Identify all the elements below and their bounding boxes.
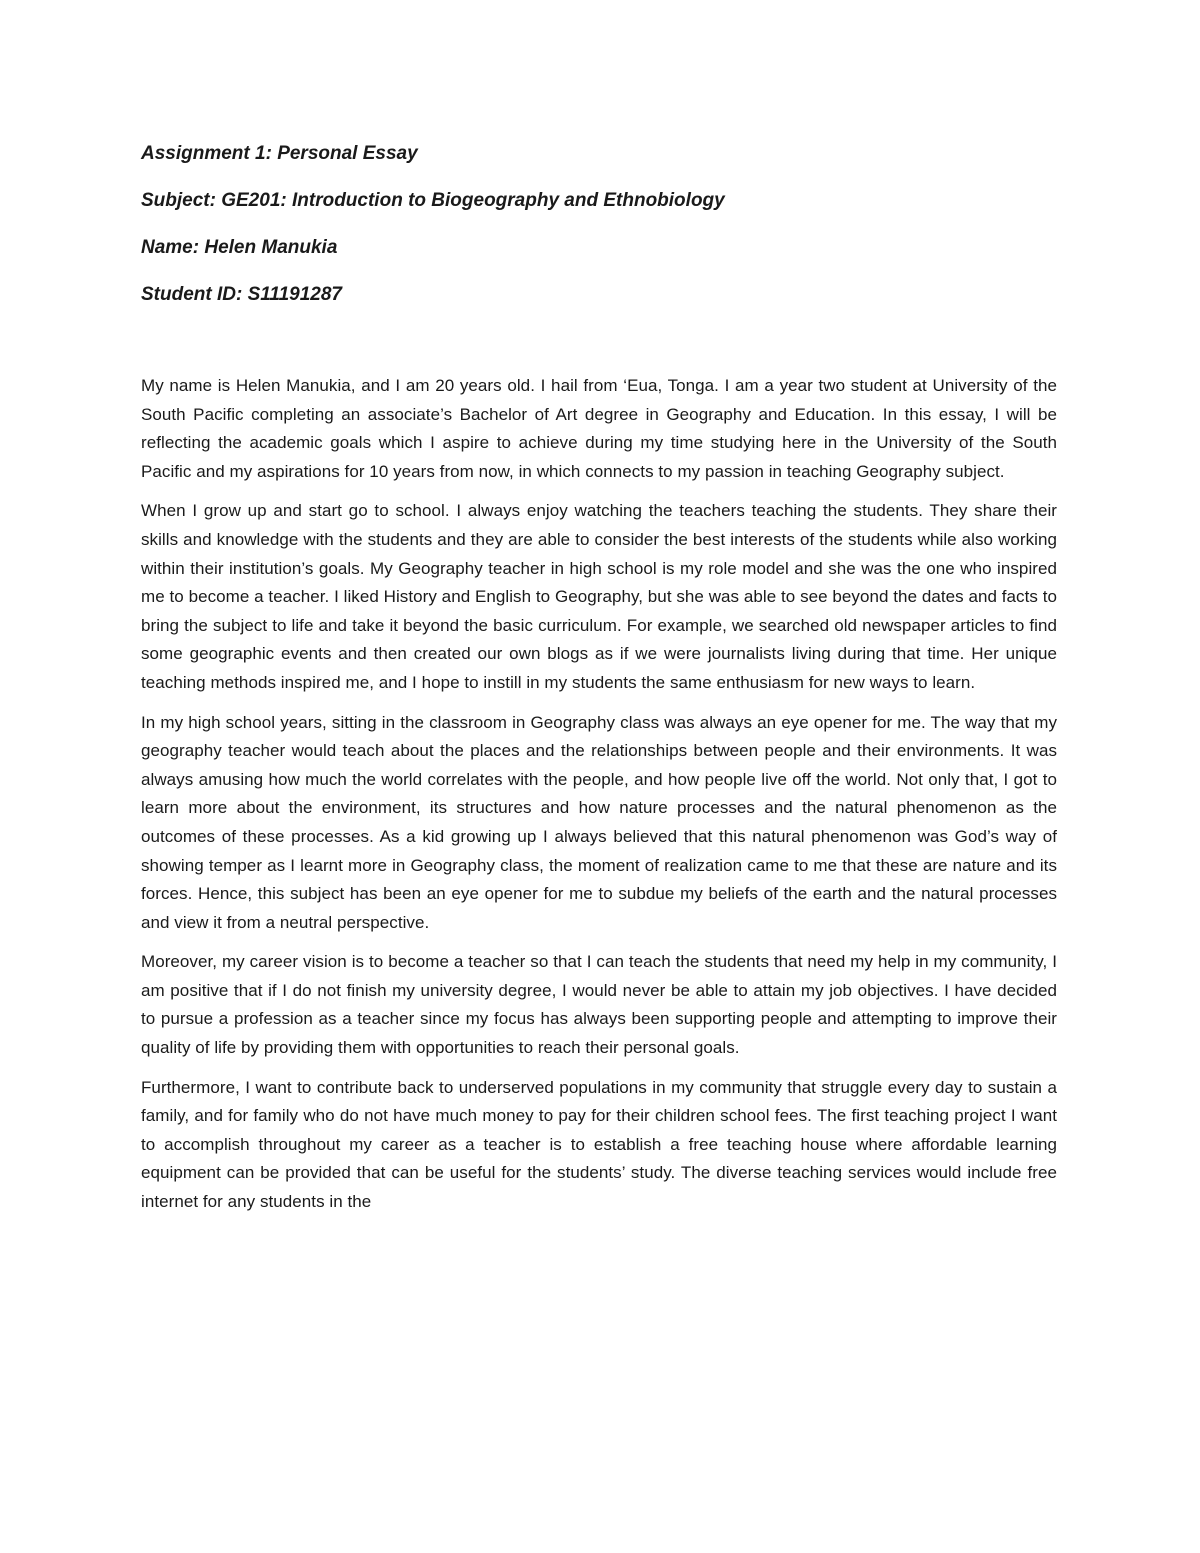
subject-line: Subject: GE201: Introduction to Biogeography and Ethnobiology (141, 190, 725, 211)
paragraph-role-model: When I grow up and start go to school. I always enjoy watching the teachers teaching the students. They share their skills and knowledge with the students and they are able to consider the best interests of the students while also working within their institution’s goals. My Geography teacher in high school is my role model and she was the one who inspired me to become a teacher. I liked History and English to Geography, but she was able to see beyond the dates and facts to bring the subject to life and take it beyond the basic curriculum. For example, we searched old newspaper articles to find some geographic events and then created our own blogs as if we were journalists living during that time. Her unique teaching methods inspired me, and I hope to instill in my students the same enthusiasm for new ways to learn. (141, 501, 1057, 692)
paragraph-career-vision: Moreover, my career vision is to become a teacher so that I can teach the students that need my help in my community, I am positive that if I do not finish my university degree, I would never be able to attain my job objectives. I have decided to pursue a profession as a teacher since my focus has always been supporting people and attempting to improve their quality of life by providing them with opportunities to reach their personal goals. (141, 952, 1057, 1058)
paragraph-introduction: My name is Helen Manukia, and I am 20 years old. I hail from ‘Eua, Tonga. I am a year two student at University of the South Pacific completing an associate’s Bachelor of Art degree in Geography and Education. In this essay, I will be reflecting the academic goals which I aspire to achieve during my time studying here in the University of the South Pacific and my aspirations for 10 years from now, in which connects to my passion in teaching Geography subject. (141, 376, 1057, 481)
assignment-title: Assignment 1: Personal Essay (141, 143, 418, 164)
essay-body (141, 372, 1057, 1228)
paragraph-high-school: In my high school years, sitting in the classroom in Geography class was always an eye opener for me. The way that my geography teacher would teach about the places and the relationships between people and their environments. It was always amusing how much the world correlates with the people, and how people live off the world. Not only that, I got to learn more about the environment, its structures and how nature processes and the natural phenomenon as the outcomes of these processes. As a kid growing up I always believed that this natural phenomenon was God’s way of showing temper as I learnt more in Geography class, the moment of realization came to me that these are nature and its forces. Hence, this subject has been an eye opener for me to subdue my beliefs of the earth and the natural processes and view it from a neutral perspective. (141, 712, 1057, 932)
student-id: Student ID: S11191287 (141, 284, 342, 305)
paragraph-community: Furthermore, I want to contribute back to underserved populations in my community that struggle every day to sustain a family, and for family who do not have much money to pay for their children school fees. The first teaching project I want to accomplish throughout my career as a teacher is to establish a free teaching house where affordable learning equipment can be provided that can be useful for the students’ study. The diverse teaching services would include free internet for any students in the (141, 1077, 1057, 1212)
essay-header (141, 142, 1061, 330)
student-name: Name: Helen Manukia (141, 237, 338, 258)
